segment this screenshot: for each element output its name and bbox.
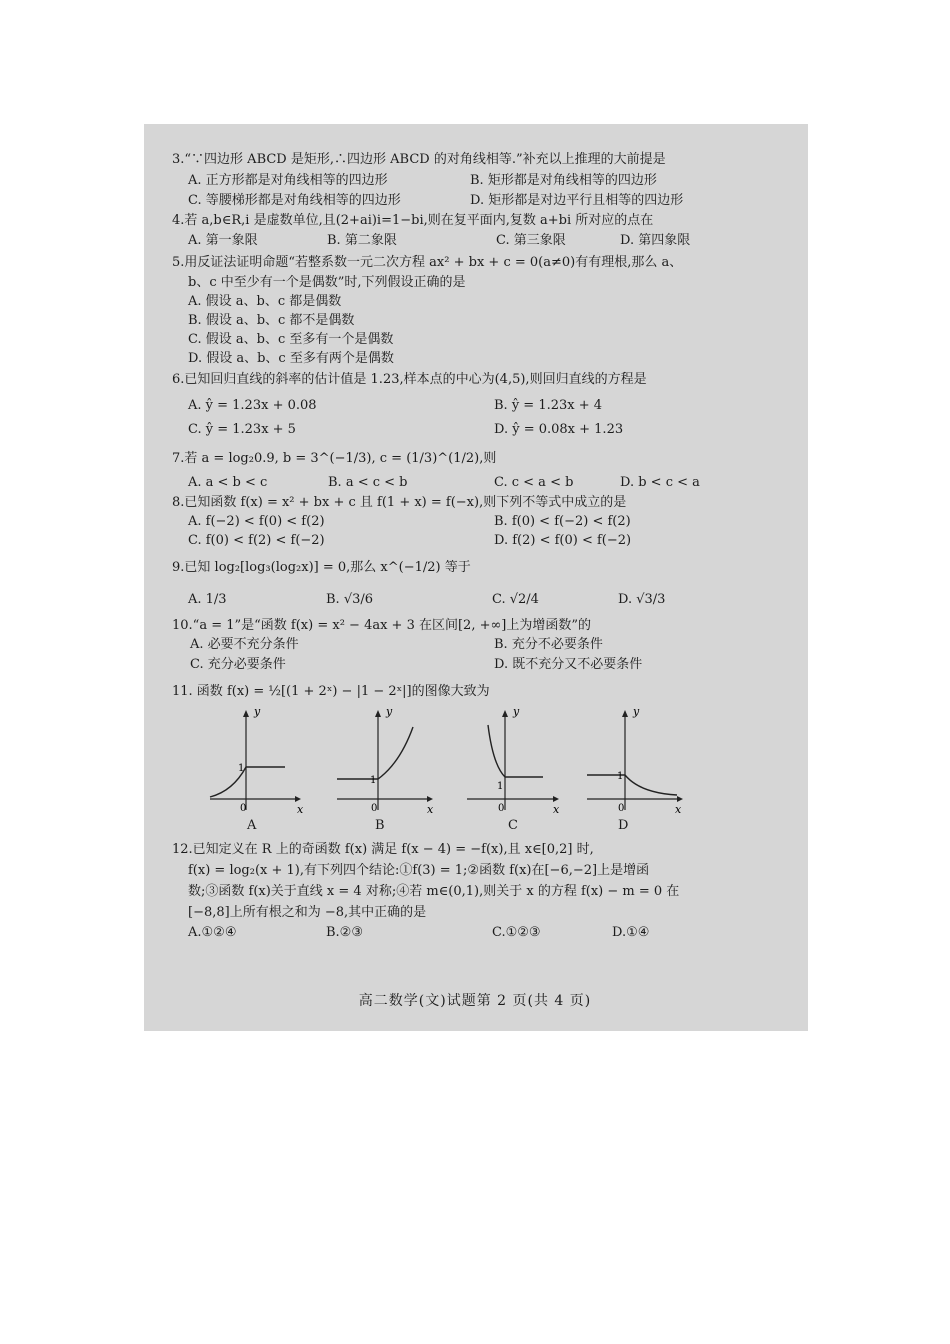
q3-option-b: B. 矩形都是对角线相等的四边形 <box>470 173 657 188</box>
q4-stem: 4.若 a,b∈R,i 是虚数单位,且(2+ai)i=1−bi,则在复平面内,复数 a+bi 所对应的点在 <box>172 213 654 228</box>
q12-option-d: D.①④ <box>612 925 650 940</box>
q3-stem: 3.“∵四边形 ABCD 是矩形,∴四边形 ABCD 的对角线相等.”补充以上推理的大前提是 <box>172 152 666 167</box>
q10-option-d: D. 既不充分又不必要条件 <box>494 657 643 672</box>
q7-option-b: B. a < c < b <box>328 475 408 490</box>
q8-stem: 8.已知函数 f(x) = x² + bx + c 且 f(1 + x) = f(−x),则下列不等式中成立的是 <box>172 495 627 510</box>
graph-c-caption: C <box>508 818 518 833</box>
q5-stem-line2: b、c 中至少有一个是偶数”时,下列假设正确的是 <box>188 275 466 290</box>
q3-option-c: C. 等腰梯形都是对角线相等的四边形 <box>188 193 401 208</box>
q6-stem: 6.已知回归直线的斜率的估计值是 1.23,样本点的中心为(4,5),则回归直线的方程是 <box>172 372 647 387</box>
q4-option-a: A. 第一象限 <box>188 233 258 248</box>
graph-a-zero: 0 <box>240 803 247 814</box>
q8-option-d: D. f(2) < f(0) < f(−2) <box>494 533 632 548</box>
q9-option-a: A. 1/3 <box>188 592 227 607</box>
q4-option-c: C. 第三象限 <box>496 233 566 248</box>
graph-a <box>205 705 305 815</box>
q12-option-a: A.①②④ <box>188 925 237 940</box>
q12-option-b: B.②③ <box>326 925 363 940</box>
q9-stem: 9.已知 log₂[log₃(log₂x)] = 0,那么 x^(−1/2) 等于 <box>172 560 471 575</box>
graph-b <box>335 705 435 815</box>
graph-b-zero: 0 <box>371 803 378 814</box>
q9-option-c: C. √2/4 <box>492 592 539 607</box>
q3-option-d: D. 矩形都是对边平行且相等的四边形 <box>470 193 684 208</box>
graph-b-one: 1 <box>370 775 377 786</box>
q4-option-d: D. 第四象限 <box>620 233 691 248</box>
q5-option-a: A. 假设 a、b、c 都是偶数 <box>188 294 342 309</box>
q12-line4: [−8,8]上所有根之和为 −8,其中正确的是 <box>188 905 427 920</box>
q7-option-a: A. a < b < c <box>188 475 268 490</box>
q12-line2: f(x) = log₂(x + 1),有下列四个结论:①f(3) = 1;②函数 f(x)在[−6,−2]上是增函 <box>188 863 650 878</box>
graph-d-y-label: y <box>633 705 640 718</box>
q6-option-c: C. ŷ = 1.23x + 5 <box>188 422 296 437</box>
graph-c <box>465 705 565 815</box>
q9-option-b: B. √3/6 <box>326 592 374 607</box>
graph-b-caption: B <box>375 818 385 833</box>
q7-option-c: C. c < a < b <box>494 475 574 490</box>
graph-a-one: 1 <box>238 763 245 774</box>
q5-option-b: B. 假设 a、b、c 都不是偶数 <box>188 313 355 328</box>
q8-option-c: C. f(0) < f(2) < f(−2) <box>188 533 325 548</box>
graph-d-zero: 0 <box>618 803 625 814</box>
graph-c-y-label: y <box>513 705 520 718</box>
graph-b-x-label: x <box>427 803 434 816</box>
graph-a-caption: A <box>247 818 257 833</box>
q10-option-c: C. 充分必要条件 <box>190 657 286 672</box>
q7-option-d: D. b < c < a <box>620 475 700 490</box>
q9-option-d: D. √3/3 <box>618 592 666 607</box>
q12-option-c: C.①②③ <box>492 925 541 940</box>
q10-option-b: B. 充分不必要条件 <box>494 637 603 652</box>
graph-a-y-label: y <box>254 705 261 718</box>
q10-stem: 10.“a = 1”是“函数 f(x) = x² − 4ax + 3 在区间[2, +∞]上为增函数”的 <box>172 618 592 633</box>
q4-option-b: B. 第二象限 <box>327 233 397 248</box>
q6-option-a: A. ŷ = 1.23x + 0.08 <box>188 398 317 413</box>
graph-c-zero: 0 <box>498 803 505 814</box>
graph-c-x-label: x <box>553 803 560 816</box>
q12-line3: 数;③函数 f(x)关于直线 x = 4 对称;④若 m∈(0,1),则关于 x 的方程 f(x) − m = 0 在 <box>188 884 680 899</box>
graph-d-caption: D <box>618 818 629 833</box>
q8-option-a: A. f(−2) < f(0) < f(2) <box>188 514 325 529</box>
graph-d-x-label: x <box>675 803 682 816</box>
q7-stem: 7.若 a = log₂0.9, b = 3^(−1/3), c = (1/3)^(1/2),则 <box>172 451 497 466</box>
q10-option-a: A. 必要不充分条件 <box>190 637 299 652</box>
graph-d-one: 1 <box>617 771 624 782</box>
graph-d <box>585 705 685 815</box>
q8-option-b: B. f(0) < f(−2) < f(2) <box>494 514 631 529</box>
graph-c-one: 1 <box>497 781 504 792</box>
q5-stem-line1: 5.用反证法证明命题“若整系数一元二次方程 ax² + bx + c = 0(a≠0)有有理根,那么 a、 <box>172 255 683 270</box>
graph-a-x-label: x <box>297 803 304 816</box>
q6-option-d: D. ŷ = 0.08x + 1.23 <box>494 422 624 437</box>
q6-option-b: B. ŷ = 1.23x + 4 <box>494 398 603 413</box>
q3-option-a: A. 正方形都是对角线相等的四边形 <box>188 173 388 188</box>
q5-option-c: C. 假设 a、b、c 至多有一个是偶数 <box>188 332 394 347</box>
graph-b-y-label: y <box>386 705 393 718</box>
q12-line1: 12.已知定义在 R 上的奇函数 f(x) 满足 f(x − 4) = −f(x),且 x∈[0,2] 时, <box>172 842 594 857</box>
page-footer: 高二数学(文)试题第 2 页(共 4 页) <box>358 993 592 1009</box>
q5-option-d: D. 假设 a、b、c 至多有两个是偶数 <box>188 351 394 366</box>
q11-stem: 11. 函数 f(x) = ½[(1 + 2ˣ) − |1 − 2ˣ|]的图像大致为 <box>172 684 490 699</box>
